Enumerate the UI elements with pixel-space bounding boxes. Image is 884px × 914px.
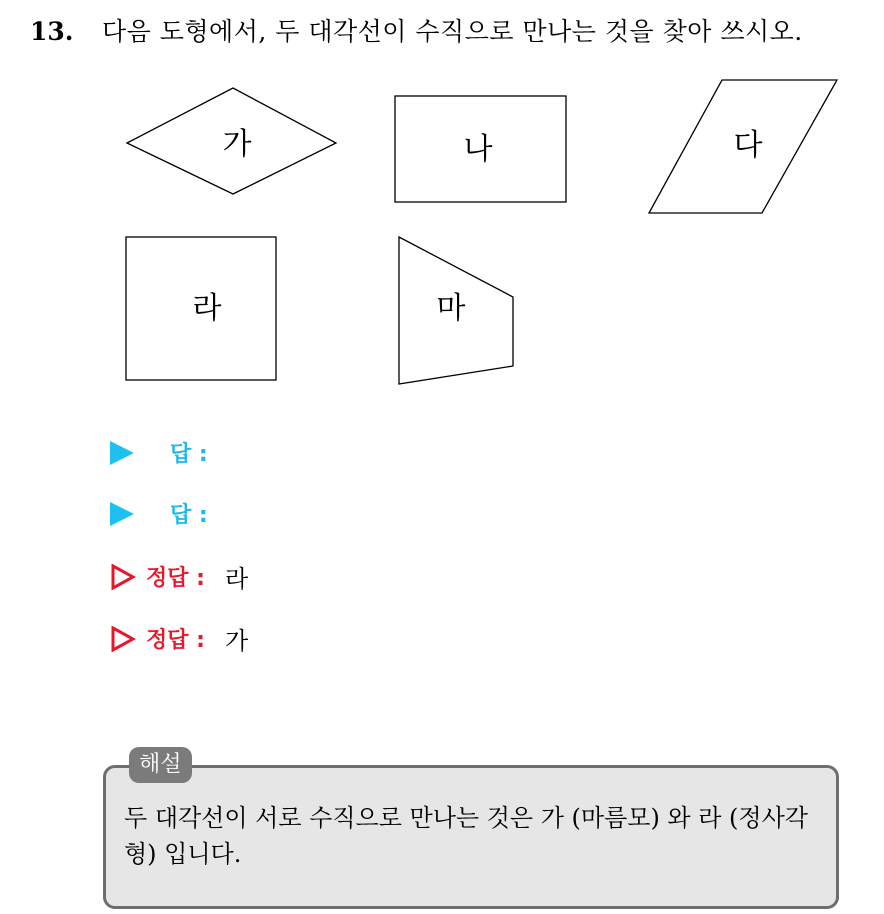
explanation-text: 두 대각선이 서로 수직으로 만나는 것은 가 (마름모) 와 라 (정사각형) 입니다. [124,804,808,868]
question-number: 13. [30,17,74,46]
answer-key-line-1 [110,559,248,594]
explanation-tag: 해설 [129,747,192,783]
figure-label: 나 [463,132,493,167]
question-text: 다음 도형에서, 두 대각선이 수직으로 만나는 것을 찾아 쓰시오. [102,17,803,46]
figure-square [126,237,276,380]
figure-rhombus [127,88,336,194]
answer-key-line-2 [110,621,248,656]
figure-parallelogram [649,80,837,213]
answer-line-1 [110,437,228,468]
figure-label: 라 [192,291,222,326]
answer-label: 답 : [170,442,208,467]
answer-key-label: 정답 : [146,566,205,591]
outline-triangle-icon [110,564,136,590]
answer-key-value: 라 [224,565,249,593]
figure-label: 가 [222,127,252,162]
figure-label: 다 [733,128,763,163]
figures-area [0,0,884,400]
play-triangle-icon [110,502,134,526]
answer-line-2 [110,498,228,529]
answer-key-label: 정답 : [146,628,205,653]
figure-label: 마 [436,291,466,326]
answer-label: 답 : [170,503,208,528]
figure-trapezoid [399,237,513,384]
figure-rectangle [395,96,566,202]
answer-key-value: 가 [224,627,249,655]
play-triangle-icon [110,441,134,465]
outline-triangle-icon [110,626,136,652]
